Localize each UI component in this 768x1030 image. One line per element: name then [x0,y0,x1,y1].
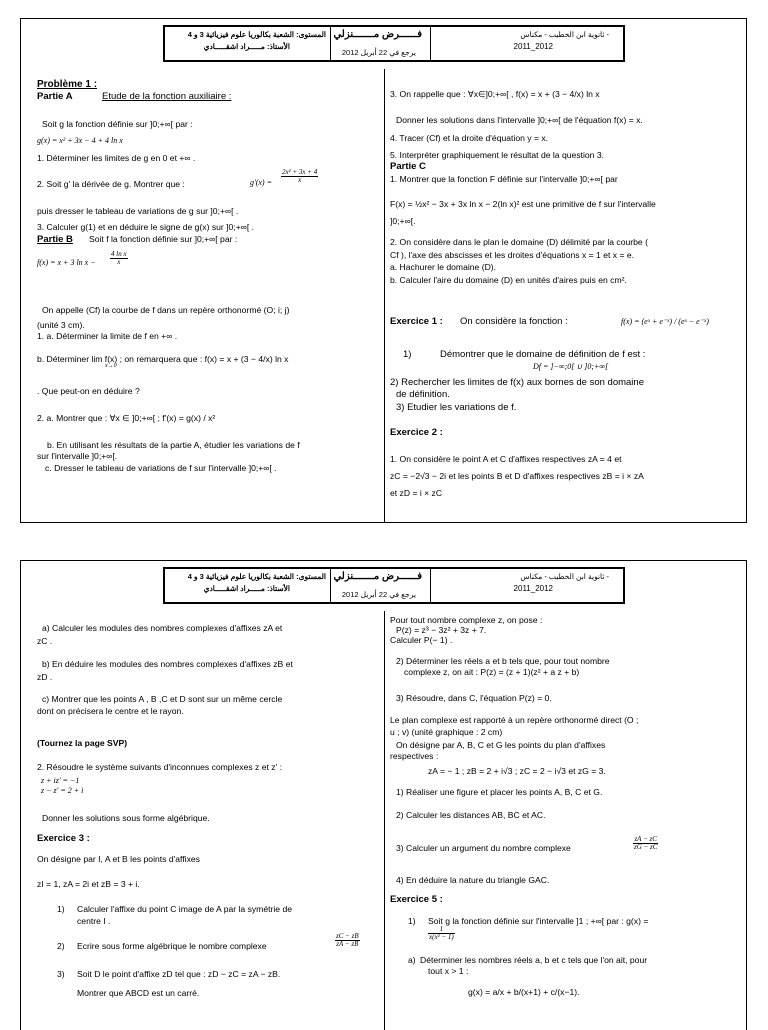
header-title-cell [330,27,430,60]
turn-page-note: (Tournez la page SVP) [37,738,128,748]
question-line: 2. Soit g' la dérivée de g. Montrer que : [37,179,185,189]
formula-g-decomposition: g(x) = a/x + b/(x+1) + c/(x−1). [468,987,580,997]
fraction-numerator: 4 ln x [111,250,127,258]
fraction-numerator: 1 [428,926,455,934]
page2-right-column [388,611,744,1026]
question-line: b) En déduire les modules des nombres complexes d'affixes zB et [42,659,293,669]
header-school: - ثانوية ابن الخطيب - مكناس [520,30,609,39]
item-number: 1) [57,904,65,914]
question-line: sur l'intervalle ]0;+∞[. [37,451,118,461]
fraction-denominator: zG − zC [634,843,658,851]
question-line: b. Calculer l'aire du domaine (D) en unités d'aires puis en cm². [390,275,627,285]
question-line: . Que peut-on en déduire ? [37,386,140,396]
question-line: Calculer P(− 1) . [390,635,453,645]
question-line: 2) Déterminer les réels a et b tels que, pour tout nombre [396,656,610,666]
header-level-cell [165,27,330,60]
header-level: المستوى: الشعبة بكالوريا علوم فيزيائية 3 و 4 [187,30,326,39]
question-line: a. Hachurer le domaine (D). [390,262,497,272]
question-line: centre I . [77,916,111,926]
text-line: On désigne par A, B, C et G les points du plan d'affixes [396,740,606,750]
page1-left-column [37,69,384,518]
question-line: b. Déterminer lim f(x) ; on remarquera que : f(x) = x + (3 − 4/x) ln x [37,354,289,364]
question-line: de définition. [396,389,450,400]
question-line: zC . [37,636,53,646]
question-line: 1) Réaliser une figure et placer les points A, B, C et G. [396,787,603,797]
question-line: 3) Résoudre, dans C, l'équation P(z) = 0. [396,693,552,703]
question-line: Calculer l'affixe du point C image de A par la symétrie de [77,904,293,914]
formula-f: f(x) = x + 3 ln x − [37,258,96,267]
item-number: 1) [408,916,416,926]
formula-g: g(x) = x² + 3x − 4 + 4 ln x [37,136,123,145]
text-line: Le plan complexe est rapporté à un repère orthonormé direct (O ; [390,715,639,725]
question-line: dont on précisera le centre et le rayon. [37,706,184,716]
question-line: 3) Calculer un argument du nombre complexe [396,843,571,853]
question-line: c) Montrer que les points A , B ,C et D sont sur un même cercle [42,694,283,704]
fraction-numerator: zA − zC [634,835,657,843]
question-line: complexe z, on ait : P(z) = (z + 1)(z² + a z + b) [404,667,580,677]
header-box [163,567,625,604]
header-title: فــــــرض مـــــــنزلي [333,29,422,40]
item-number: 3) [57,969,65,979]
text-line: Pour tout nombre complexe z, on pose : [390,615,543,625]
header-title: فــــــرض مـــــــنزلي [333,571,422,582]
question-line: 2. a. Montrer que : ∀x ∈ ]0;+∞[ ; f'(x) = g(x) / x² [37,413,216,423]
header-teacher: الأستاذ: مـــــراد اشقـــــادي [203,42,290,51]
text-line: Soit f la fonction définie sur ]0;+∞[ par : [89,234,238,244]
header-date: يرجع في 22 أبريل 2012 [341,48,416,57]
header-title-cell [330,569,430,602]
affixes-line: zA = − 1 ; zB = 2 + i√3 ; zC = 2 − i√3 et zG = 3. [428,766,606,776]
header-teacher: الأستاذ: مـــــراد اشقـــــادي [203,584,290,593]
header-school-cell [430,569,623,602]
question-line: zD . [37,672,53,682]
page2-left-column [37,611,384,1026]
part-a-label: Partie A [37,91,73,102]
limit-subscript: x→0 [105,363,117,369]
header-level-cell [165,569,330,602]
formula-domain: Df = ]−∞;0[ ∪ ]0;+∞[ [533,362,609,371]
question-line: 5. Interpréter graphiquement le résultat de la question 3. [390,150,605,160]
sheet-page-2 [20,560,747,1030]
part-c-label: Partie C [390,161,426,172]
column-divider [384,611,385,1030]
fraction-denominator: x [117,258,121,266]
question-line: Donner les solutions sous forme algébrique. [42,813,210,823]
question-line: b. En utilisant les résultats de la partie A, étudier les variations de f [47,440,300,450]
system-eq-2: z − z' = 2 + i [41,786,84,795]
question-line: c. Dresser le tableau de variations de f sur l'intervalle ]0;+∞[ . [45,463,277,473]
question-line: Déterminer les nombres réels a, b et c tels que l'on ait, pour [420,955,648,965]
question-line: ]0;+∞[. [390,216,416,226]
formula-gprime-fraction [281,169,318,184]
fraction-numerator: 2x² + 3x + 4 [282,168,318,176]
text-line: respectives : [390,751,439,761]
page1-right-column [388,69,744,518]
formula-gprime-label: g'(x) = [250,178,272,187]
complex-fraction [633,836,658,851]
header-year: 2011_2012 [513,584,553,593]
column-divider [384,69,385,522]
question-line: 4) En déduire la nature du triangle GAC. [396,875,550,885]
exercise-1-title: Exercice 1 : [390,316,443,327]
complex-fraction [335,933,360,948]
system-eq-1: z + iz' = −1 [41,776,80,785]
question-line: tout x > 1 : [428,966,469,976]
header-school: - ثانوية ابن الخطيب - مكناس [520,572,609,581]
g-fraction [428,926,455,941]
text-line: zI = 1, zA = 2i et zB = 3 + i. [37,879,140,889]
text-line: On appelle (Cf) la courbe de f dans un repère orthonormé (O; i; j) [42,305,290,315]
fraction-denominator: x [298,176,302,184]
question-line: 2. On considère dans le plan le domaine (D) délimité par la courbe ( [390,237,648,247]
text-line: On désigne par I, A et B les points d'affixes [37,854,200,864]
fraction-numerator: zC − zB [336,932,359,940]
question-line: 1. a. Déterminer la limite de f en +∞ . [37,331,178,341]
question-line: F(x) = ½x² − 3x + 3x ln x − 2(ln x)² est une primitive de f sur l'intervalle [390,199,656,209]
question-line: 1. On considère le point A et C d'affixes respectives zA = 4 et [390,454,622,464]
question-line: puis dresser le tableau de variations de g sur ]0;+∞[ . [37,206,239,216]
header-box [163,25,625,62]
question-line: Démontrer que le domaine de définition de f est : [440,349,646,360]
header-date: يرجع في 22 أبريل 2012 [341,590,416,599]
text-line: Soit g la fonction définie sur ]0;+∞[ par : [42,119,193,129]
question-line: Soit D le point d'affixe zD tel que : zD − zC = zA − zB. [77,969,281,979]
question-line: 3. Calculer g(1) et en déduire le signe de g(x) sur ]0;+∞[ . [37,222,255,232]
item-number: a) [408,955,416,965]
header-level: المستوى: الشعبة بكالوريا علوم فيزيائية 3 و 4 [187,572,326,581]
sheet-page-1 [20,18,747,523]
fraction-denominator: x(x² − 1) [429,933,454,941]
formula-p: P(z) = z³ − 3z² + 3z + 7. [396,625,487,635]
question-line: Donner les solutions dans l'intervalle ]0;+∞[ de l'équation f(x) = x. [396,115,643,125]
question-line: 4. Tracer (Cf) et la droite d'équation y = x. [390,133,549,143]
question-line: 2) Calculer les distances AB, BC et AC. [396,810,546,820]
question-line: 2) Rechercher les limites de f(x) aux bornes de son domaine [390,377,644,388]
question-line: 2. Résoudre le système suivants d'inconnues complexes z et z' : [37,762,282,772]
question-line: zC = −2√3 − 2i et les points B et D d'affixes respectives zB = i × zA [390,471,644,481]
header-school-cell [430,27,623,60]
question-line: 1. Déterminer les limites de g en 0 et +∞ . [37,153,196,163]
question-line: Cf ), l'axe des abscisses et les droites d'équations x = 1 et x = e. [390,250,635,260]
fraction-denominator: zA − zB [336,940,359,948]
formula-exp: f(x) = (eˣ + e⁻ˣ) / (eˣ − e⁻ˣ) [621,317,709,326]
text-line: On considère la fonction : [460,316,568,327]
question-line: 1. Montrer que la fonction F définie sur l'intervalle ]0;+∞[ par [390,174,618,184]
formula-f-fraction [110,251,128,266]
exercise-3-title: Exercice 3 : [37,833,90,844]
question-line: a) Calculer les modules des nombres complexes d'affixes zA et [42,623,283,633]
text-line: u ; v) (unité graphique : 2 cm) [390,727,503,737]
part-b-label: Partie B [37,234,73,245]
problem-title: Problème 1 : [37,79,98,90]
question-line: 3. On rappelle que : ∀x∈]0;+∞[ , f(x) = x + (3 − 4/x) ln x [390,89,600,99]
question-line: 3) Etudier les variations de f. [396,402,517,413]
item-number: 1) [403,349,412,360]
question-line: et zD = i × zC [390,488,443,498]
question-line: Montrer que ABCD est un carré. [77,988,200,998]
exercise-2-title: Exercice 2 : [390,427,443,438]
exercise-5-title: Exercice 5 : [390,894,443,905]
item-number: 2) [57,941,65,951]
question-line: Ecrire sous forme algébrique le nombre complexe [77,941,267,951]
text-line: (unité 3 cm). [37,320,85,330]
header-year: 2011_2012 [513,42,553,51]
part-a-title: Etude de la fonction auxiliaire : [102,91,232,102]
question-line: Soit g la fonction définie sur l'intervalle ]1 ; +∞[ par : g(x) = [428,916,649,926]
